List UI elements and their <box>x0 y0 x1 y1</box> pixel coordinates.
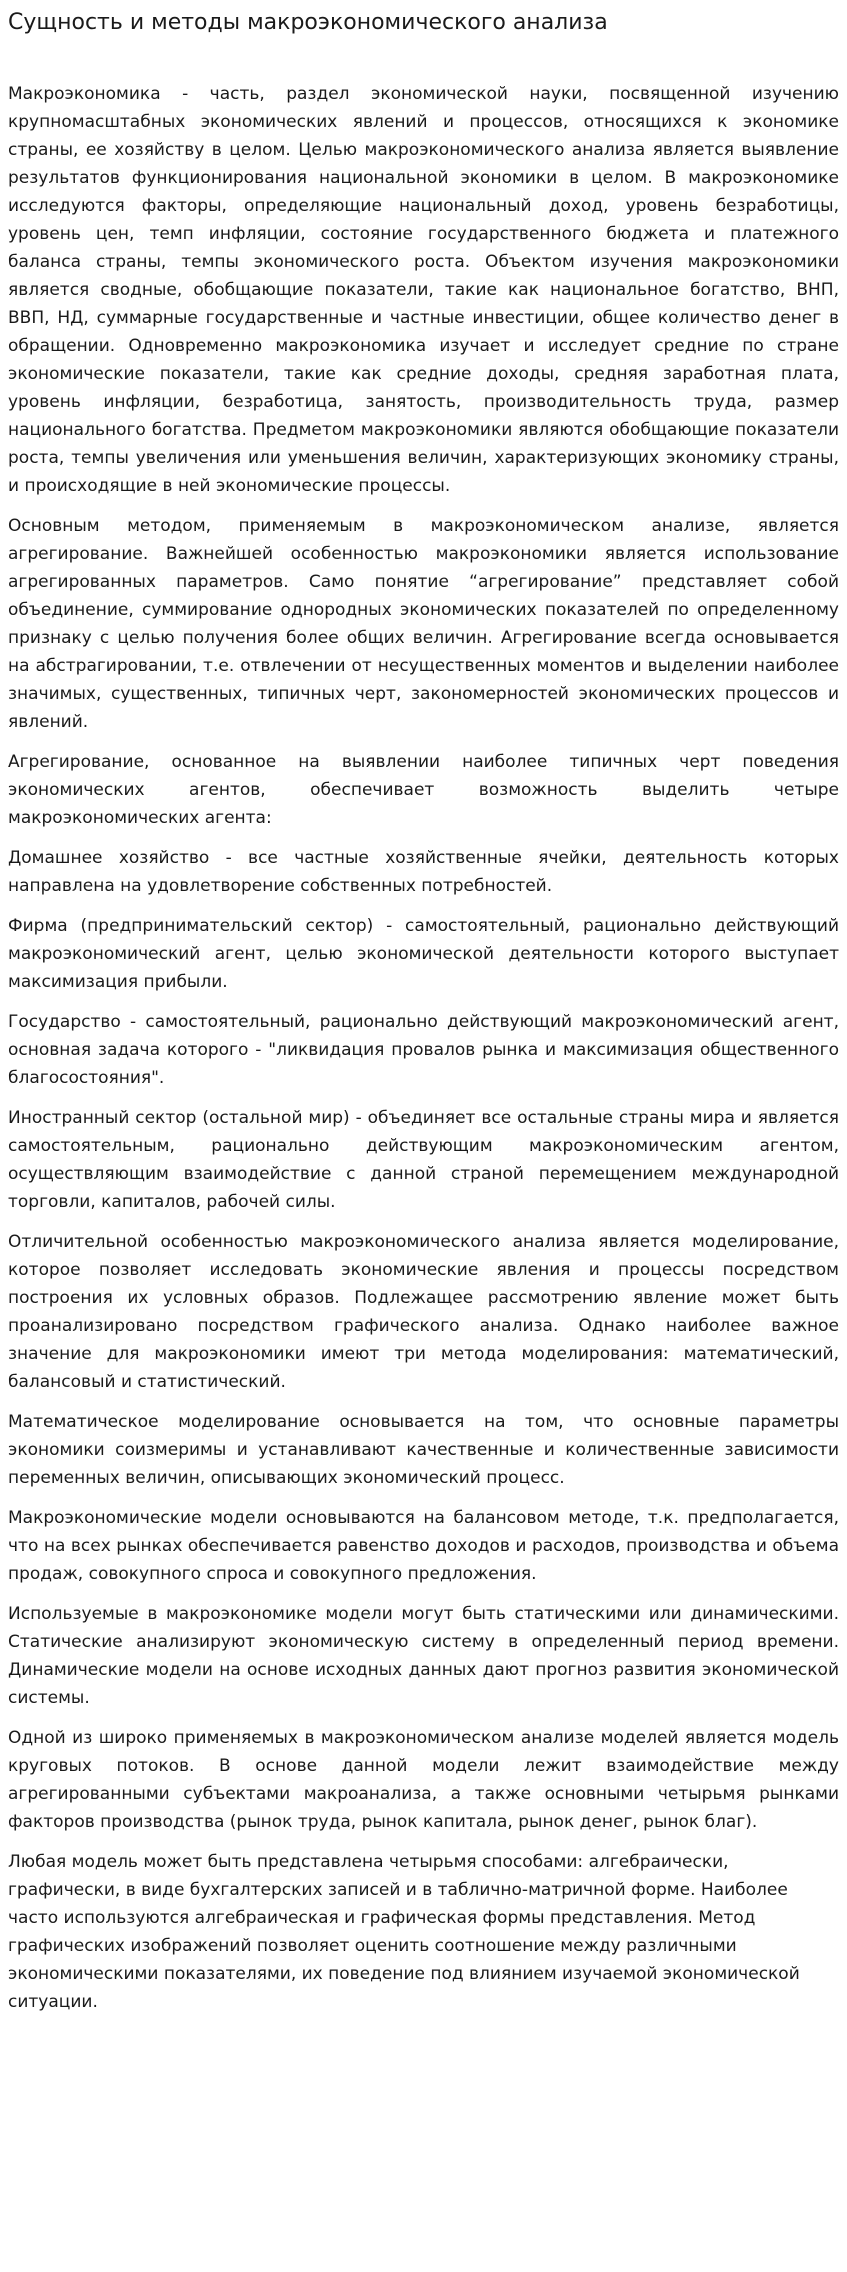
paragraph-aggregation: Основным методом, применяемым в макроэкономическом анализе, является агрегирование. Важнейшей особенностью макроэкономики является использование агрегированных параметров. Само понятие “агрегирование” представляет собой объединение, суммирование однородных экономических показателей по определенному признаку с целью получения более общих величин. Агрегирование всегда основывается на абстрагировании, т.е. отвлечении от несущественных моментов и выделении наиболее значимых, существенных, типичных черт, закономерностей экономических процессов и явлений. <box>8 516 839 732</box>
paragraph-firm: Фирма (предпринимательский сектор) - самостоятельный, рационально действующий макроэкономический агент, целью экономической деятельности которого выступает максимизация прибыли. <box>8 916 839 992</box>
paragraph-balance-method: Макроэкономические модели основываются на балансовом методе, т.к. предполагается, что на всех рынках обеспечивается равенство доходов и расходов, производства и объема продаж, совокупного спроса и совокупного предложения. <box>8 1508 839 1584</box>
article-body <box>8 80 839 2016</box>
paragraph-state: Государство - самостоятельный, рационально действующий макроэкономический агент, основная задача которого - "ликвидация провалов рынка и максимизация общественного благосостояния". <box>8 1012 839 1088</box>
paragraph-agents: Агрегирование, основанное на выявлении наиболее типичных черт поведения экономических агентов, обеспечивает возможность выделить четыре макроэкономических агента: <box>8 752 839 828</box>
paragraph-representation: Любая модель может быть представлена четырьмя способами: алгебраически, графически, в виде бухгалтерских записей и в таблично-матричной форме. Наиболее часто используются алгебраическая и графическая формы представления. Метод графических изображений позволяет оценить соотношение между различными экономическими показателями, их поведение под влиянием изучаемой экономической ситуации. <box>8 1852 800 2012</box>
paragraph-static-dynamic: Используемые в макроэкономике модели могут быть статическими или динамическими. Статические анализируют экономическую систему в определенный период времени. Динамические модели на основе исходных данных дают прогноз развития экономической системы. <box>8 1604 839 1708</box>
paragraph-foreign-sector: Иностранный сектор (остальной мир) - объединяет все остальные страны мира и является самостоятельным, рационально действующим макроэкономическим агентом, осуществляющим взаимодействие с данной страной перемещением международной торговли, капиталов, рабочей силы. <box>8 1108 839 1212</box>
article <box>0 9 847 2016</box>
paragraph-modeling: Отличительной особенностью макроэкономического анализа является моделирование, которое позволяет исследовать экономические явления и процессы посредством построения их условных образов. Подлежащее рассмотрению явление может быть проанализировано посредством графического анализа. Однако наиболее важное значение для макроэкономики имеют три метода моделирования: математический, балансовый и статистический. <box>8 1232 839 1392</box>
paragraph-intro: Макроэкономика - часть, раздел экономической науки, посвященной изучению крупномасштабных экономических явлений и процессов, относящихся к экономике страны, ее хозяйству в целом. Целью макроэкономического анализа является выявление результатов функционирования национальной экономики в целом. В макроэкономике исследуются факторы, определяющие национальный доход, уровень безработицы, уровень цен, темп инфляции, состояние государственного бюджета и платежного баланса страны, темпы экономического роста. Объектом изучения макроэкономики является сводные, обобщающие показатели, такие как национальное богатство, ВНП, ВВП, НД, суммарные государственные и частные инвестиции, общее количество денег в обращении. Одновременно макроэкономика изучает и исследует средние по стране экономические показатели, такие как средние доходы, средняя заработная плата, уровень инфляции, безработица, занятость, производительность труда, размер национального богатства. Предметом макроэкономики являются обобщающие показатели роста, темпы увеличения или уменьшения величин, характеризующих экономику страны, и происходящие в ней экономические процессы. <box>8 84 839 496</box>
paragraph-household: Домашнее хозяйство - все частные хозяйственные ячейки, деятельность которых направлена на удовлетворение собственных потребностей. <box>8 848 839 896</box>
page-title: Сущность и методы макроэкономического анализа <box>8 10 608 35</box>
paragraph-math-modeling: Математическое моделирование основывается на том, что основные параметры экономики соизмеримы и устанавливают качественные и количественные зависимости переменных величин, описывающих экономический процесс. <box>8 1412 839 1488</box>
paragraph-circular-flow: Одной из широко применяемых в макроэкономическом анализе моделей является модель круговых потоков. В основе данной модели лежит взаимодействие между агрегированными субъектами макроанализа, а также основными четырьмя рынками факторов производства (рынок труда, рынок капитала, рынок денег, рынок благ). <box>8 1728 839 1832</box>
